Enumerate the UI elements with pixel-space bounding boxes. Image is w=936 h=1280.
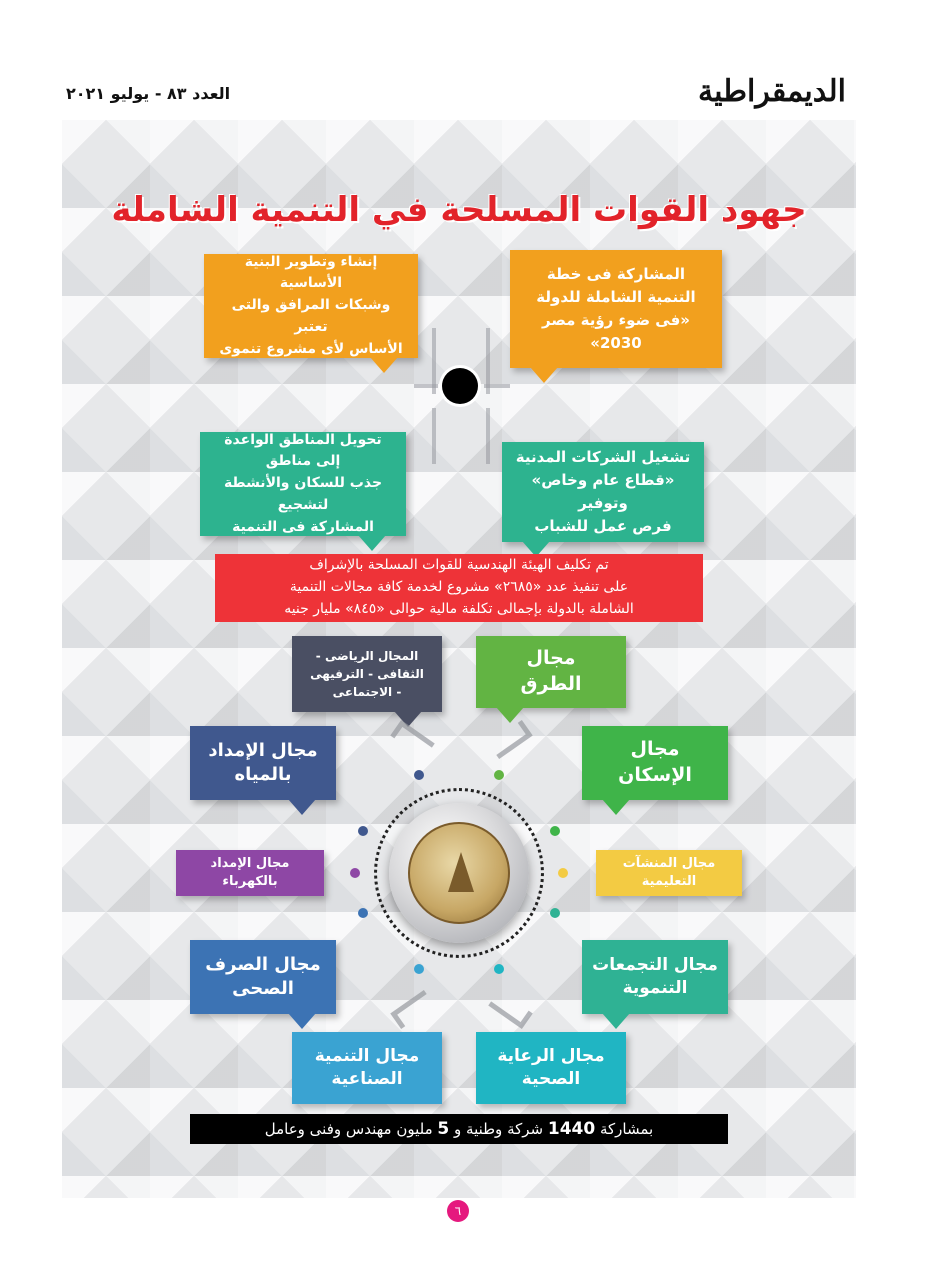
dot-green-right xyxy=(550,826,560,836)
participation-prefix: بمشاركة xyxy=(600,1120,654,1138)
emblem-tower-mark xyxy=(448,852,474,892)
field-electricity xyxy=(176,850,324,896)
cross-horizontal-left xyxy=(414,384,438,388)
field-water-supply-text: مجال الإمداد بالمياه xyxy=(208,739,318,785)
box-comprehensive-plan-text: المشاركة فى خطة التنمية الشاملة للدولة «فى ضوء رؤية مصر 2030» xyxy=(536,264,696,353)
emblem-gold-seal xyxy=(408,822,510,924)
box-attraction-zones xyxy=(200,432,406,536)
cross-vertical-bottom xyxy=(432,408,436,464)
box-attraction-zones-text: تحويل المناطق الواعدة إلى مناطق جذب للسكان والأنشطة لتشجيع المشاركة فى التنمية xyxy=(223,431,383,535)
field-education xyxy=(596,850,742,896)
participation-bar xyxy=(190,1114,728,1144)
engineering-authority-info-text: تم تكليف الهيئة الهندسية للقوات المسلحة بالإشراف على تنفيذ عدد «٢٦٨٥» مشروع لخدمة كافة مجالات التنمية الشاملة بالدولة بإجمالى تكلفة مالية حوالى «٨٤٥» مليار جنيه xyxy=(284,557,634,617)
cross-vertical-bottom-right xyxy=(486,408,490,464)
dot-navy-left xyxy=(358,826,368,836)
field-communities xyxy=(582,940,728,1014)
chevron-top-right xyxy=(488,720,532,759)
chevron-bottom-left xyxy=(390,990,434,1029)
field-water-supply xyxy=(190,726,336,800)
field-roads xyxy=(476,636,626,708)
field-housing xyxy=(582,726,728,800)
engineering-authority-info xyxy=(215,554,703,622)
dot-sky-bottom xyxy=(414,964,424,974)
field-education-text: مجال المنشآت التعليمية xyxy=(622,856,716,889)
box-infrastructure-text: إنشاء وتطوير البنية الأساسية وشبكات المرافق والتى تعتبر الأساس لأى مشروع تنموى xyxy=(219,253,403,357)
dot-green-top xyxy=(494,770,504,780)
issue-line: العدد ٨٣ - يوليو ٢٠٢١ xyxy=(66,84,231,103)
dot-teal-right xyxy=(550,908,560,918)
field-health-text: مجال الرعاية الصحية xyxy=(497,1046,605,1089)
participation-suffix: مليون مهندس وفنى وعامل xyxy=(264,1120,433,1138)
field-communities-text: مجال التجمعات التنموية xyxy=(592,955,718,998)
field-industrial xyxy=(292,1032,442,1104)
masthead-logo: الديمقراطية xyxy=(698,74,846,109)
page-number: ٦ xyxy=(447,1200,469,1222)
box-infrastructure xyxy=(204,254,418,358)
field-sports-culture-text: المجال الرياضى - الثقافى - الترفيهى - الاجتماعى xyxy=(310,649,424,699)
box-civil-companies xyxy=(502,442,704,542)
field-sports-culture xyxy=(292,636,442,712)
field-sanitation-text: مجال الصرف الصحى xyxy=(205,953,321,999)
center-black-dot xyxy=(442,368,478,404)
field-sanitation xyxy=(190,940,336,1014)
field-health xyxy=(476,1032,626,1104)
field-housing-text: مجال الإسكان xyxy=(618,738,692,786)
armed-forces-emblem xyxy=(389,803,529,943)
dot-purple-left xyxy=(350,868,360,878)
dot-navy-top xyxy=(414,770,424,780)
field-roads-text: مجال الطرق xyxy=(520,647,582,695)
chevron-bottom-right xyxy=(488,990,532,1029)
infographic-title: جهود القوات المسلحة في التنمية الشاملة xyxy=(111,190,807,230)
box-civil-companies-text: تشغيل الشركات المدنية «قطاع عام وخاص» وتوفير فرص عمل للشباب xyxy=(515,447,691,536)
field-industrial-text: مجال التنمية الصناعية xyxy=(314,1046,420,1089)
cross-horizontal-right xyxy=(484,384,510,388)
dot-cyan-bottom xyxy=(494,964,504,974)
dot-yellow-right xyxy=(558,868,568,878)
participation-middle: شركة وطنية و xyxy=(454,1120,544,1138)
companies-count: 1440 xyxy=(547,1119,596,1139)
workers-count: 5 xyxy=(437,1119,450,1139)
field-electricity-text: مجال الإمداد بالكهرباء xyxy=(210,856,290,889)
box-comprehensive-plan xyxy=(510,250,722,368)
infographic-panel xyxy=(62,120,856,1198)
dot-blue-left xyxy=(358,908,368,918)
